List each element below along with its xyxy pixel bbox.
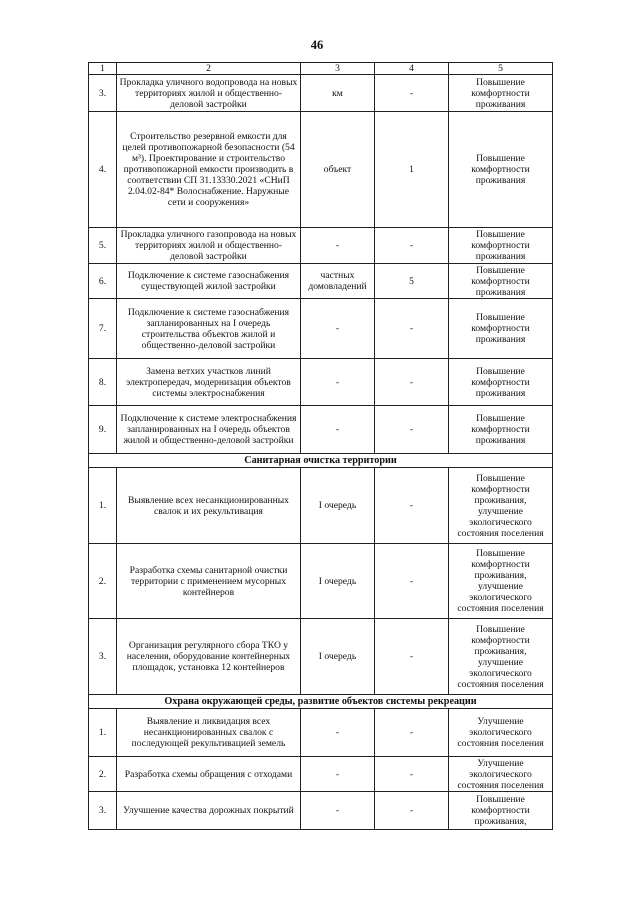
measure-description-cell: Улучшение качества дорожных покрытий (117, 792, 301, 830)
table-row (89, 792, 553, 830)
measure-description-cell: Прокладка уличного газопровода на новых территориях жилой и общественно-деловой застройки (117, 228, 301, 264)
table-row (89, 468, 553, 544)
unit-cell: - (301, 406, 375, 454)
section-title: Охрана окружающей среды, развитие объектов системы рекреации (89, 695, 553, 709)
measure-description-cell: Строительство резервной емкости для целей противопожарной безопасности (54 м³). Проектирование и строительство противопожарной емкости производить в соответствии СП 31.13330.2021 «СНиП 2.04.02-84* Волоснабжение. Наружные сети и сооружения» (117, 112, 301, 228)
row-number-cell: 2. (89, 757, 117, 792)
header-cell: 2 (117, 63, 301, 75)
unit-cell: частных домовладений (301, 264, 375, 299)
quantity-cell: - (375, 299, 449, 359)
table-body (89, 63, 553, 830)
effect-cell: Повышение комфортности проживания (449, 359, 553, 406)
table-row (89, 299, 553, 359)
measure-description-cell: Прокладка уличного водопровода на новых территориях жилой и общественно-деловой застройки (117, 75, 301, 112)
unit-cell: - (301, 709, 375, 757)
row-number-cell: 8. (89, 359, 117, 406)
row-number-cell: 2. (89, 544, 117, 619)
unit-cell: км (301, 75, 375, 112)
table-row (89, 757, 553, 792)
effect-cell: Повышение комфортности проживания (449, 406, 553, 454)
unit-cell: I очередь (301, 544, 375, 619)
section-header-row (89, 695, 553, 709)
effect-cell: Повышение комфортности проживания (449, 112, 553, 228)
quantity-cell: - (375, 757, 449, 792)
quantity-cell: - (375, 468, 449, 544)
effect-cell: Повышение комфортности проживания (449, 75, 553, 112)
measure-description-cell: Подключение к системе газоснабжения запланированных на I очередь строительства объектов жилой и общественно-деловой застройки (117, 299, 301, 359)
unit-cell: - (301, 757, 375, 792)
header-cell: 1 (89, 63, 117, 75)
table-row (89, 112, 553, 228)
effect-cell: Повышение комфортности проживания (449, 264, 553, 299)
header-row (89, 63, 553, 75)
effect-cell: Повышение комфортности проживания, улучшение экологического состояния поселения (449, 468, 553, 544)
measure-description-cell: Организация регулярного сбора ТКО у населения, оборудование контейнерных площадок, установка 12 контейнеров (117, 619, 301, 695)
row-number-cell: 7. (89, 299, 117, 359)
row-number-cell: 9. (89, 406, 117, 454)
quantity-cell: - (375, 406, 449, 454)
table-row (89, 264, 553, 299)
row-number-cell: 1. (89, 468, 117, 544)
section-title: Санитарная очистка территории (89, 454, 553, 468)
quantity-cell: 1 (375, 112, 449, 228)
section-header-row (89, 454, 553, 468)
row-number-cell: 5. (89, 228, 117, 264)
quantity-cell: - (375, 792, 449, 830)
row-number-cell: 3. (89, 619, 117, 695)
header-cell: 4 (375, 63, 449, 75)
effect-cell: Повышение комфортности проживания, улучшение экологического состояния поселения (449, 619, 553, 695)
measure-description-cell: Выявление всех несанкционированных свалок и их рекультивация (117, 468, 301, 544)
quantity-cell: - (375, 359, 449, 406)
measure-description-cell: Замена ветхих участков линий электропередач, модернизация объектов системы электроснабжения (117, 359, 301, 406)
quantity-cell: - (375, 619, 449, 695)
measure-description-cell: Выявление и ликвидация всех несанкционированных свалок с последующей рекультивацией земель (117, 709, 301, 757)
unit-cell: - (301, 299, 375, 359)
unit-cell: - (301, 228, 375, 264)
quantity-cell: - (375, 709, 449, 757)
measure-description-cell: Разработка схемы санитарной очистки территории с применением мусорных контейнеров (117, 544, 301, 619)
unit-cell: - (301, 792, 375, 830)
effect-cell: Повышение комфортности проживания (449, 299, 553, 359)
measure-description-cell: Разработка схемы обращения с отходами (117, 757, 301, 792)
effect-cell: Улучшение экологического состояния поселения (449, 757, 553, 792)
row-number-cell: 1. (89, 709, 117, 757)
table-row (89, 544, 553, 619)
table-row (89, 75, 553, 112)
row-number-cell: 3. (89, 792, 117, 830)
table-row (89, 359, 553, 406)
quantity-cell: - (375, 544, 449, 619)
page-number: 46 (310, 38, 324, 52)
header-cell: 3 (301, 63, 375, 75)
quantity-cell: - (375, 228, 449, 264)
effect-cell: Повышение комфортности проживания (449, 228, 553, 264)
unit-cell: I очередь (301, 619, 375, 695)
table-row (89, 619, 553, 695)
effect-cell: Повышение комфортности проживания, (449, 792, 553, 830)
measures-table (88, 62, 553, 830)
effect-cell: Повышение комфортности проживания, улучшение экологического состояния поселения (449, 544, 553, 619)
row-number-cell: 4. (89, 112, 117, 228)
table-row (89, 228, 553, 264)
table-row (89, 709, 553, 757)
quantity-cell: - (375, 75, 449, 112)
measure-description-cell: Подключение к системе электроснабжения запланированных на I очередь объектов жилой и общественно-деловой застройки (117, 406, 301, 454)
unit-cell: объект (301, 112, 375, 228)
effect-cell: Улучшение экологического состояния поселения (449, 709, 553, 757)
unit-cell: I очередь (301, 468, 375, 544)
measure-description-cell: Подключение к системе газоснабжения существующей жилой застройки (117, 264, 301, 299)
row-number-cell: 3. (89, 75, 117, 112)
row-number-cell: 6. (89, 264, 117, 299)
quantity-cell: 5 (375, 264, 449, 299)
header-cell: 5 (449, 63, 553, 75)
unit-cell: - (301, 359, 375, 406)
table-row (89, 406, 553, 454)
